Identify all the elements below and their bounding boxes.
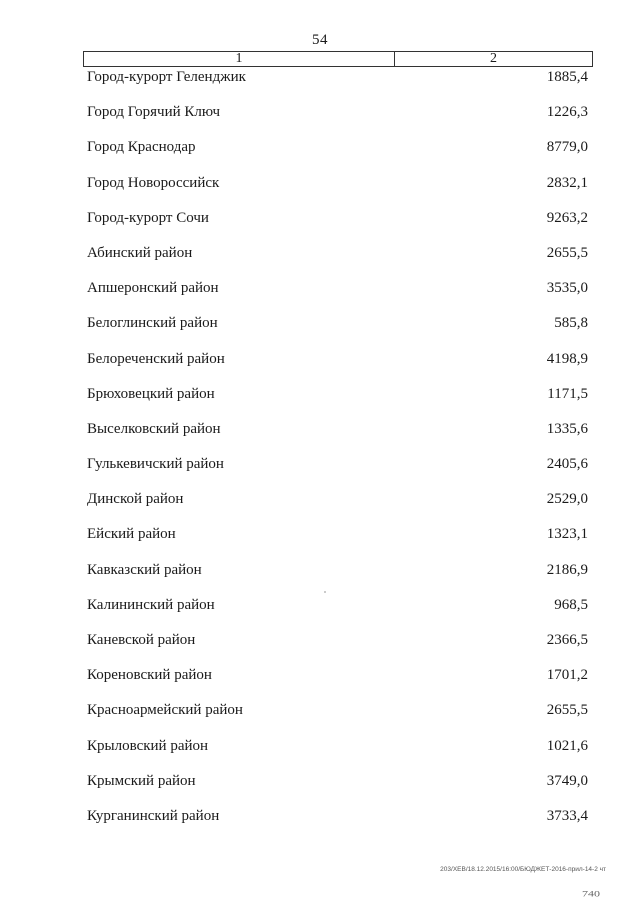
- table-row: [0, 313, 640, 348]
- municipality-name: Белореченский район: [87, 350, 225, 367]
- document-stamp: 203/ХЕВ/18.12.2015/16:00/БЮДЖЕТ-2016-прил-14-2 чт: [440, 866, 606, 873]
- municipality-name: Динской район: [87, 491, 184, 508]
- amount-value: 3535,0: [546, 280, 588, 297]
- municipality-name: Калининский район: [87, 596, 215, 613]
- municipality-name: Апшеронский район: [87, 280, 219, 297]
- amount-value: 2405,6: [546, 456, 588, 473]
- amount-value: 585,8: [554, 315, 588, 332]
- amount-value: 2366,5: [546, 632, 588, 648]
- municipality-name: Белоглинский район: [87, 315, 218, 332]
- table-row: [0, 243, 640, 278]
- amount-value: 1021,6: [546, 737, 588, 754]
- table-row: [0, 173, 640, 208]
- municipality-name: Город Горячий Ключ: [87, 104, 221, 121]
- municipality-name: Крымский район: [87, 772, 196, 789]
- table-row: [0, 630, 640, 665]
- municipality-name: Город-курорт Геленджик: [87, 69, 246, 85]
- amount-value: 3749,0: [546, 772, 588, 789]
- amount-value: 1226,3: [546, 104, 588, 121]
- table-row: [0, 454, 640, 489]
- amount-value: 2655,5: [546, 702, 588, 719]
- amount-value: 4198,9: [546, 350, 588, 367]
- municipality-name: Крыловский район: [87, 737, 209, 754]
- table-row: [0, 595, 640, 630]
- table-row: [0, 806, 640, 841]
- table-row: [0, 665, 640, 700]
- amount-value: 1323,1: [546, 526, 588, 543]
- municipality-name: Кавказский район: [87, 561, 202, 578]
- amount-value: 2186,9: [546, 561, 588, 578]
- table-row: [0, 384, 640, 419]
- scan-speck: [324, 591, 326, 593]
- municipality-name: Гулькевичский район: [87, 456, 224, 473]
- table-row: [0, 489, 640, 524]
- municipality-name: Ейский район: [87, 526, 176, 543]
- amount-value: 3733,4: [546, 807, 588, 824]
- table-row: [0, 771, 640, 806]
- table-header: [83, 51, 593, 67]
- amount-value: 9263,2: [546, 209, 588, 226]
- table-body: [0, 67, 640, 841]
- municipality-name: Брюховецкий район: [87, 385, 215, 402]
- table-row: [0, 419, 640, 454]
- table-row: [0, 736, 640, 771]
- amount-value: 2832,1: [546, 174, 588, 191]
- municipality-name: Абинский район: [87, 244, 193, 261]
- municipality-name: Кореновский район: [87, 667, 212, 684]
- table-row: [0, 560, 640, 595]
- amount-value: 1335,6: [546, 420, 588, 437]
- page-number: 54: [312, 32, 328, 48]
- table-row: [0, 278, 640, 313]
- amount-value: 968,5: [554, 596, 588, 613]
- municipality-name: Выселковский район: [87, 420, 221, 437]
- column-header-1: 1: [84, 52, 395, 66]
- municipality-name: Красноармейский район: [87, 702, 243, 719]
- municipality-name: Курганинский район: [87, 807, 220, 824]
- amount-value: 8779,0: [546, 139, 588, 156]
- table-row: [0, 102, 640, 137]
- municipality-name: Каневской район: [87, 632, 196, 648]
- column-header-2: 2: [490, 51, 497, 66]
- municipality-name: Город-курорт Сочи: [87, 209, 209, 226]
- amount-value: 2655,5: [546, 244, 588, 261]
- municipality-name: Город Краснодар: [87, 139, 196, 156]
- municipality-name: Город Новороссийск: [87, 174, 220, 191]
- table-row: [0, 349, 640, 384]
- footer-mark: 740: [582, 889, 600, 899]
- table-row: [0, 137, 640, 172]
- table-row: [0, 524, 640, 559]
- amount-value: 1701,2: [546, 667, 588, 684]
- table-row: [0, 700, 640, 735]
- table-row: [0, 67, 640, 102]
- amount-value: 1885,4: [546, 69, 588, 85]
- amount-value: 1171,5: [547, 385, 588, 402]
- amount-value: 2529,0: [546, 491, 588, 508]
- table-row: [0, 208, 640, 243]
